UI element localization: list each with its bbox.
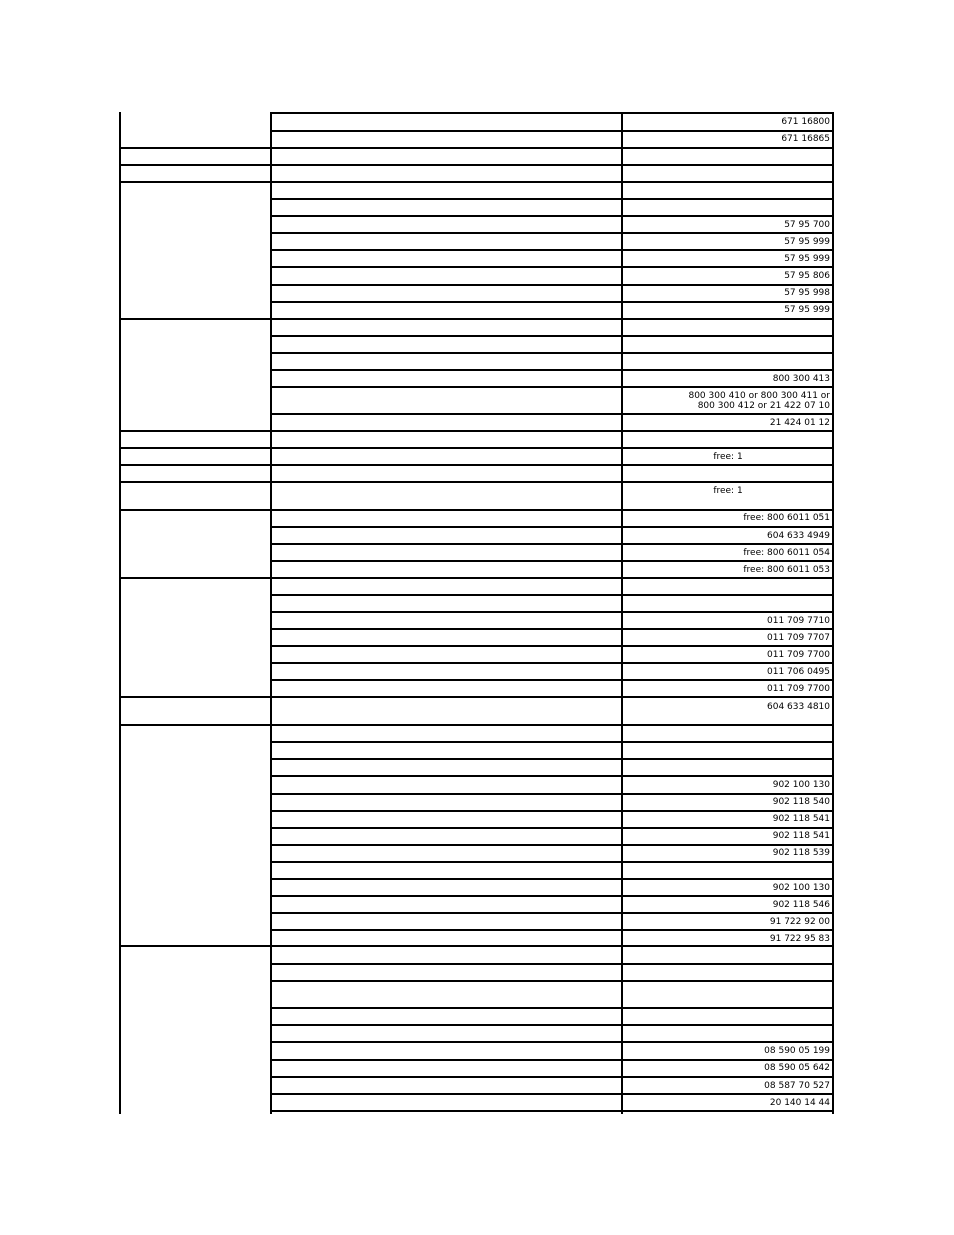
phone-number: 902 100 130	[772, 883, 830, 893]
group-divider	[119, 181, 834, 183]
row-divider	[270, 1024, 834, 1026]
phone-number: 011 709 7700	[767, 650, 830, 660]
row-divider	[270, 878, 834, 880]
group-divider	[119, 945, 834, 947]
row-divider	[270, 810, 834, 812]
row-divider	[270, 249, 834, 251]
phone-number: 902 118 539	[772, 848, 830, 858]
phone-number: 57 95 806	[784, 271, 830, 281]
row-divider	[270, 335, 834, 337]
row-divider	[270, 611, 834, 613]
group-divider	[119, 724, 834, 726]
row-divider	[270, 1041, 834, 1043]
row-divider	[270, 679, 834, 681]
row-divider	[270, 1110, 834, 1112]
phone-number: 57 95 999	[784, 305, 830, 315]
row-divider	[270, 543, 834, 545]
column-divider-left	[119, 112, 121, 1114]
phone-number: 604 633 4810	[767, 702, 830, 712]
row-divider	[270, 526, 834, 528]
row-divider	[270, 215, 834, 217]
row-divider	[270, 112, 834, 114]
row-divider	[270, 1059, 834, 1061]
phone-number: 57 95 700	[784, 220, 830, 230]
phone-number: 011 709 7700	[767, 684, 830, 694]
row-divider	[270, 912, 834, 914]
row-divider	[270, 386, 834, 388]
row-divider	[270, 662, 834, 664]
phone-number: 08 590 05 642	[764, 1063, 830, 1073]
phone-number: free: 1	[713, 452, 743, 462]
phone-number: 57 95 998	[784, 288, 830, 298]
phone-number: 902 118 541	[772, 814, 830, 824]
group-divider	[119, 577, 834, 579]
phone-number: 20 140 14 44	[769, 1098, 830, 1108]
phone-number: free: 1	[713, 486, 743, 496]
phone-number: 800 300 413	[772, 374, 830, 384]
row-divider	[270, 560, 834, 562]
phone-number: 604 633 4949	[767, 531, 830, 541]
row-divider	[270, 775, 834, 777]
group-divider	[119, 318, 834, 320]
row-divider	[270, 1076, 834, 1078]
phone-number: 011 706 0495	[767, 667, 830, 677]
row-divider	[270, 895, 834, 897]
group-divider	[119, 696, 834, 698]
phone-number: free: 800 6011 051	[743, 513, 830, 523]
phone-number: 902 118 546	[772, 900, 830, 910]
phone-number: 800 300 412 or 21 422 07 10	[697, 401, 830, 411]
row-divider	[270, 232, 834, 234]
phone-number: 800 300 410 or 800 300 411 or	[688, 391, 830, 401]
row-divider	[270, 793, 834, 795]
row-divider	[270, 284, 834, 286]
row-divider	[270, 130, 834, 132]
row-divider	[270, 1093, 834, 1095]
phone-number: 08 590 05 199	[764, 1046, 830, 1056]
group-divider	[119, 464, 834, 466]
row-divider	[270, 645, 834, 647]
row-divider	[270, 198, 834, 200]
phone-number: 011 709 7707	[767, 633, 830, 643]
phone-number: 57 95 999	[784, 254, 830, 264]
row-divider	[270, 369, 834, 371]
phone-number: 902 118 540	[772, 797, 830, 807]
phone-number: 902 118 541	[772, 831, 830, 841]
row-divider	[270, 594, 834, 596]
row-divider	[270, 980, 834, 982]
row-divider	[270, 758, 834, 760]
phone-number: 91 722 92 00	[769, 917, 830, 927]
row-divider	[270, 301, 834, 303]
group-divider	[119, 164, 834, 166]
phone-number: free: 800 6011 054	[743, 548, 830, 558]
group-divider	[119, 509, 834, 511]
phone-number: 671 16865	[781, 134, 830, 144]
row-divider	[270, 741, 834, 743]
group-divider	[119, 430, 834, 432]
group-divider	[119, 481, 834, 483]
phone-number: 011 709 7710	[767, 616, 830, 626]
row-divider	[270, 827, 834, 829]
phone-number: free: 800 6011 053	[743, 565, 830, 575]
row-divider	[270, 929, 834, 931]
phone-number: 08 587 70 527	[764, 1081, 830, 1091]
row-divider	[270, 844, 834, 846]
phone-number: 671 16800	[781, 117, 830, 127]
phone-number: 21 424 01 12	[769, 418, 830, 428]
phone-number: 902 100 130	[772, 780, 830, 790]
row-divider	[270, 628, 834, 630]
phone-number: 57 95 999	[784, 237, 830, 247]
group-divider	[119, 147, 834, 149]
row-divider	[270, 963, 834, 965]
phone-number: 91 722 95 83	[769, 934, 830, 944]
row-divider	[270, 413, 834, 415]
row-divider	[270, 1007, 834, 1009]
row-divider	[270, 861, 834, 863]
group-divider	[119, 447, 834, 449]
row-divider	[270, 352, 834, 354]
row-divider	[270, 266, 834, 268]
